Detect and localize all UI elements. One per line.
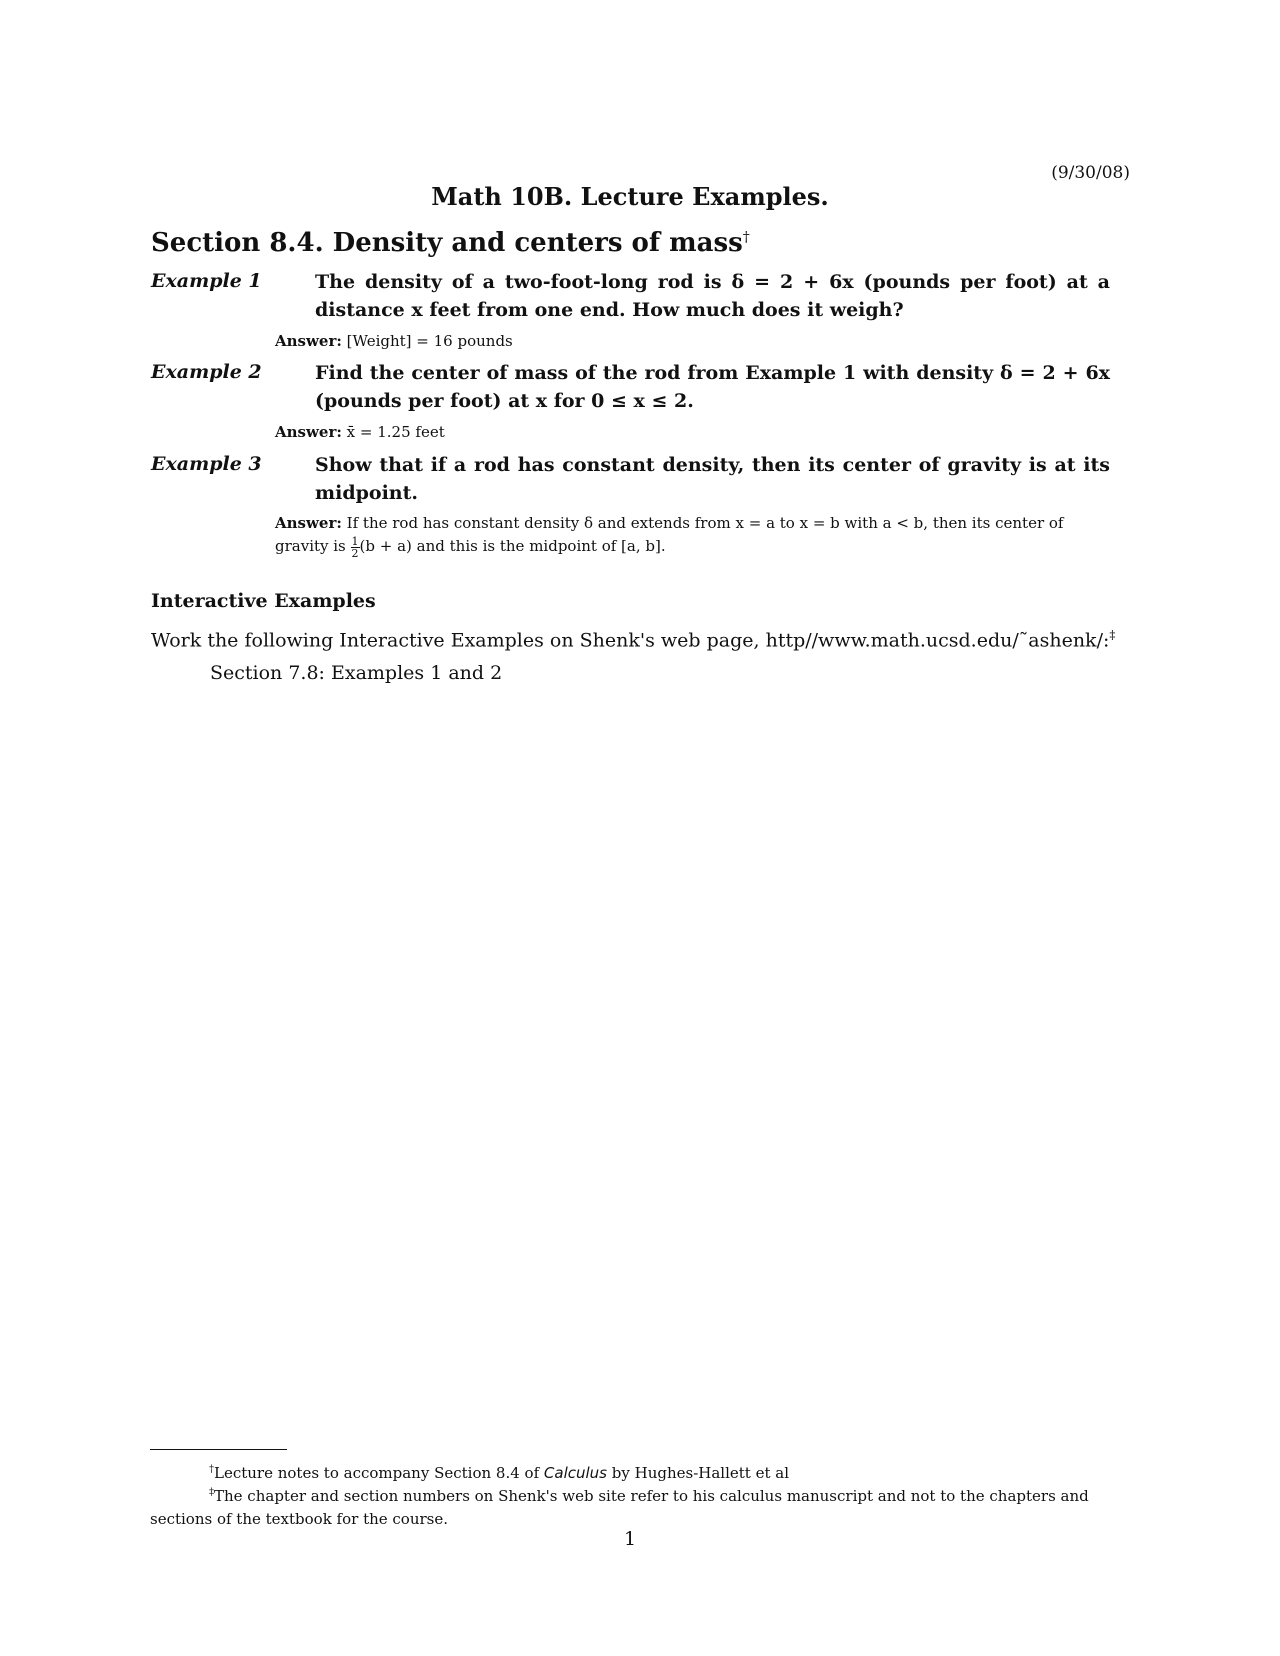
interactive-text xyxy=(151,628,1115,651)
example-2-label: Example 2 xyxy=(151,361,262,383)
answer-label: Answer: xyxy=(275,423,342,441)
answer-text: x̄ = 1.25 feet xyxy=(346,423,445,441)
footnote-2-mark: ‡ xyxy=(209,1487,214,1498)
fraction-denominator: 2 xyxy=(351,546,359,560)
footnote-2-text: The chapter and section numbers on Shenk's web site refer to his calculus manuscript and not to the chapters and sections of the textbook for the course. xyxy=(150,1487,1089,1528)
interactive-instructions: Work the following Interactive Examples on Shenk's web page, http//www.math.ucsd.edu/˜ashenk/: xyxy=(151,629,1110,652)
interactive-heading: Interactive Examples xyxy=(151,590,376,612)
example-2-text: Find the center of mass of the rod from Example 1 with density δ = 2 + 6x (pounds per foot) at x for 0 ≤ x ≤ 2. xyxy=(315,362,1110,412)
section-heading xyxy=(151,228,750,258)
footnote-1-book: Calculus xyxy=(543,1464,607,1482)
answer-text: [Weight] = 16 pounds xyxy=(346,332,513,350)
page-number: 1 xyxy=(623,1528,637,1550)
example-3-label: Example 3 xyxy=(151,453,262,475)
interactive-footnote-mark: ‡ xyxy=(1109,628,1116,642)
example-2-answer xyxy=(275,421,1110,444)
footnote-1-mark: † xyxy=(209,1464,214,1475)
footnote-2 xyxy=(150,1481,1110,1531)
section-title: Section 8.4. Density and centers of mass xyxy=(151,228,743,258)
page-title: Math 10B. Lecture Examples. xyxy=(431,182,829,211)
footnote-1-pre: Lecture notes to accompany Section 8.4 of xyxy=(214,1464,540,1482)
footnote-1-post: by Hughes-Hallett et al xyxy=(611,1464,789,1482)
section-footnote-mark: † xyxy=(742,229,750,246)
example-3-text: Show that if a rod has constant density, then its center of gravity is at its midpoint. xyxy=(315,454,1110,504)
footnote-rule xyxy=(150,1449,287,1450)
answer-text-part1: If the rod has constant density δ and extends from x = a to x = b with a < b, then its center of gravity is xyxy=(275,514,1064,555)
example-1-label: Example 1 xyxy=(151,270,262,292)
answer-label: Answer: xyxy=(275,332,342,350)
answer-text-part2: (b + a) and this is the midpoint of [a, b]. xyxy=(359,537,666,555)
interactive-item: Section 7.8: Examples 1 and 2 xyxy=(210,662,503,684)
fraction-numerator: 1 xyxy=(351,534,359,548)
answer-label: Answer: xyxy=(275,514,342,532)
date-stamp: (9/30/08) xyxy=(1051,163,1130,183)
example-1-answer xyxy=(275,330,1110,353)
fraction-one-half xyxy=(351,536,360,559)
example-1-text: The density of a two-foot-long rod is δ = 2 + 6x (pounds per foot) at a distance x feet from one end. How much does it weigh? xyxy=(315,271,1110,321)
example-3-answer xyxy=(275,512,1110,559)
